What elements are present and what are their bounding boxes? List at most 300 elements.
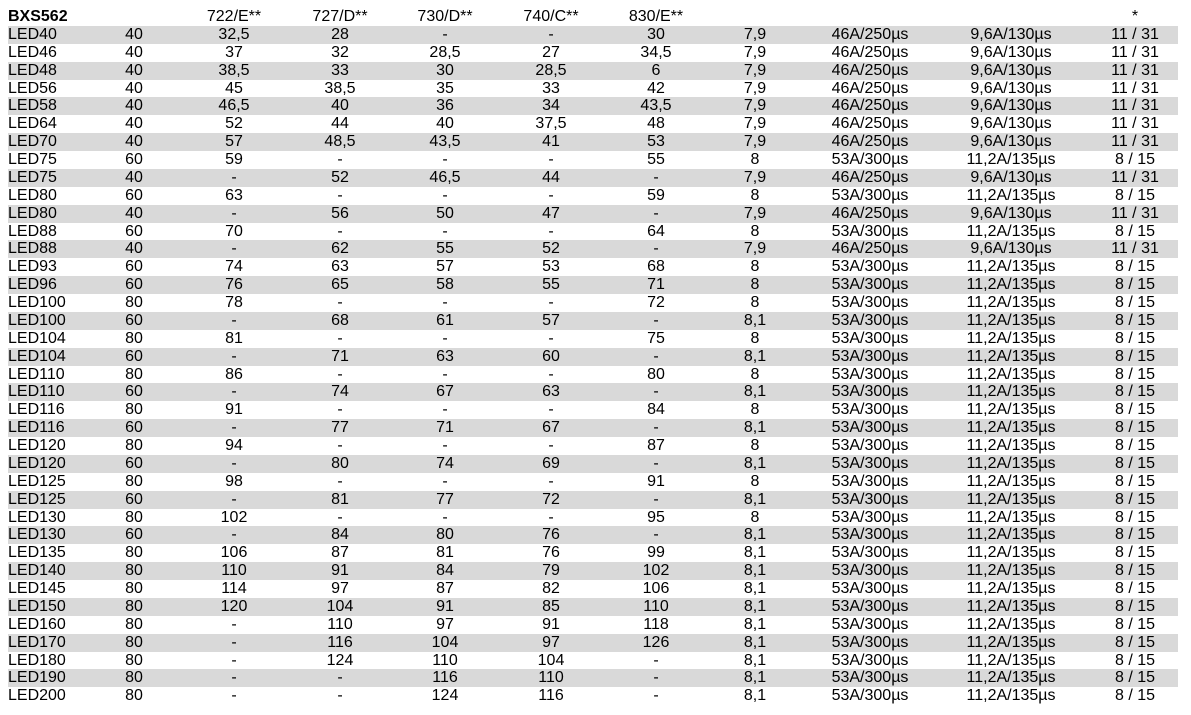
- table-cell: 53A/300µs: [831, 186, 909, 204]
- table-cell: 53A/300µs: [831, 151, 909, 168]
- table-row: [8, 187, 1178, 205]
- table-cell: 8 / 15: [1114, 580, 1156, 597]
- row-label-cell: LED75: [8, 168, 57, 186]
- table-cell: 40: [125, 115, 143, 133]
- table-cell: -: [442, 329, 448, 347]
- table-cell: 94: [225, 437, 243, 454]
- table-cell: 11,2A/135µs: [966, 526, 1056, 544]
- table-row: [8, 312, 1178, 330]
- table-row: [8, 151, 1178, 169]
- table-cell: 9,6A/130µs: [970, 61, 1052, 79]
- table-cell: 8: [750, 472, 760, 490]
- row-label-cell: LED130: [8, 508, 66, 526]
- table-cell: 8 / 15: [1114, 365, 1156, 383]
- table-cell: -: [548, 508, 554, 526]
- row-label-cell: LED125: [8, 490, 66, 508]
- row-label-cell: LED140: [8, 562, 66, 580]
- table-cell: -: [337, 669, 343, 687]
- table-cell: -: [442, 508, 448, 526]
- row-label-cell: LED130: [8, 526, 66, 544]
- table-cell: 104: [537, 651, 565, 669]
- table-row: [8, 455, 1178, 473]
- table-cell: 110: [538, 669, 564, 687]
- table-cell: 43,5: [429, 133, 461, 151]
- header-cell-6: 830/E**: [628, 8, 684, 25]
- header-row: [8, 8, 1178, 26]
- table-row: [8, 62, 1178, 80]
- table-cell: 68: [647, 258, 665, 276]
- table-cell: 8: [750, 508, 760, 526]
- table-cell: 9,6A/130µs: [970, 168, 1052, 186]
- table-cell: 11 / 31: [1111, 133, 1159, 151]
- table-cell: 11,2A/135µs: [966, 311, 1056, 329]
- table-cell: 11,2A/135µs: [966, 222, 1056, 240]
- table-cell: -: [231, 419, 237, 437]
- table-cell: 46A/250µs: [831, 25, 909, 43]
- table-row: [8, 366, 1178, 384]
- table-cell: -: [442, 151, 448, 168]
- table-cell: 8: [750, 401, 760, 419]
- table-cell: 91: [331, 562, 349, 580]
- table-cell: 106: [220, 544, 248, 562]
- table-cell: 37: [225, 43, 243, 61]
- table-cell: 69: [542, 454, 560, 472]
- table-cell: 48,5: [324, 133, 356, 151]
- table-cell: 46A/250µs: [831, 133, 909, 151]
- table-cell: 84: [647, 401, 665, 419]
- row-label-cell: LED110: [8, 365, 65, 383]
- table-cell: 7,9: [743, 25, 767, 43]
- table-row: [8, 509, 1178, 527]
- table-cell: 8,1: [743, 633, 767, 651]
- table-cell: 78: [225, 294, 243, 311]
- row-label-cell: LED64: [8, 115, 57, 133]
- row-label-cell: LED80: [8, 204, 57, 222]
- table-cell: 86: [225, 365, 243, 383]
- table-cell: 76: [542, 526, 560, 544]
- table-cell: 80: [125, 562, 143, 580]
- table-cell: 110: [643, 597, 669, 615]
- led-spec-table: [8, 8, 1178, 705]
- table-cell: 60: [125, 258, 143, 276]
- table-cell: 30: [436, 61, 454, 79]
- table-cell: 9,6A/130µs: [970, 115, 1052, 133]
- table-cell: 11,2A/135µs: [966, 383, 1056, 401]
- header-cell-4: 730/D**: [417, 8, 473, 25]
- table-cell: 11,2A/135µs: [966, 347, 1056, 365]
- table-cell: 53A/300µs: [831, 276, 909, 294]
- row-label-cell: LED100: [8, 311, 66, 329]
- table-cell: 11,2A/135µs: [966, 454, 1056, 472]
- table-cell: -: [548, 401, 554, 419]
- row-label-cell: LED48: [8, 61, 57, 79]
- table-cell: 7,9: [743, 115, 767, 133]
- table-cell: 60: [125, 490, 143, 508]
- table-row: [8, 97, 1178, 115]
- table-cell: 8 / 15: [1114, 508, 1156, 526]
- table-cell: 63: [436, 347, 454, 365]
- table-cell: -: [231, 669, 237, 687]
- table-cell: 8,1: [743, 562, 767, 580]
- table-cell: 33: [542, 79, 560, 97]
- table-cell: 63: [331, 258, 349, 276]
- table-cell: -: [653, 204, 659, 222]
- table-cell: -: [337, 222, 343, 240]
- table-cell: 76: [542, 544, 560, 562]
- table-cell: 8,1: [743, 419, 767, 437]
- table-cell: 8 / 15: [1114, 651, 1156, 669]
- table-cell: 11,2A/135µs: [966, 580, 1056, 597]
- table-cell: 43,5: [640, 97, 672, 115]
- table-row: [8, 205, 1178, 223]
- table-cell: 44: [331, 115, 349, 133]
- table-cell: 63: [542, 383, 560, 401]
- table-cell: 55: [542, 276, 560, 294]
- table-cell: 97: [331, 580, 349, 597]
- table-cell: -: [231, 168, 237, 186]
- table-cell: 40: [125, 79, 143, 97]
- table-row: [8, 44, 1178, 62]
- table-cell: 46A/250µs: [831, 204, 909, 222]
- table-cell: 9,6A/130µs: [970, 25, 1052, 43]
- table-cell: 53A/300µs: [831, 365, 909, 383]
- table-cell: 9,6A/130µs: [970, 43, 1052, 61]
- table-row: [8, 258, 1178, 276]
- table-cell: 116: [327, 633, 353, 651]
- table-cell: 110: [221, 562, 247, 580]
- table-cell: 75: [647, 329, 665, 347]
- table-cell: -: [653, 168, 659, 186]
- table-cell: 104: [431, 633, 459, 651]
- row-label-cell: LED170: [8, 633, 66, 651]
- table-cell: -: [337, 472, 343, 490]
- table-cell: 8,1: [743, 669, 767, 687]
- table-cell: 8,1: [743, 526, 767, 544]
- table-cell: 46,5: [218, 97, 250, 115]
- table-cell: 32: [331, 43, 349, 61]
- table-cell: 11 / 31: [1111, 25, 1159, 43]
- row-label-cell: LED120: [8, 454, 66, 472]
- table-cell: 40: [125, 61, 143, 79]
- row-label-cell: LED96: [8, 276, 57, 294]
- table-cell: 87: [647, 437, 665, 454]
- table-cell: 53: [542, 258, 560, 276]
- table-cell: -: [653, 526, 659, 544]
- table-row: [8, 294, 1178, 312]
- table-cell: 11,2A/135µs: [966, 329, 1056, 347]
- table-cell: 48: [647, 115, 665, 133]
- table-cell: 8 / 15: [1114, 186, 1156, 204]
- table-cell: 60: [125, 526, 143, 544]
- table-cell: 53A/300µs: [831, 437, 909, 454]
- row-label-cell: LED135: [8, 544, 66, 562]
- table-cell: 52: [542, 240, 560, 258]
- table-cell: 11,2A/135µs: [966, 276, 1056, 294]
- table-cell: -: [442, 25, 448, 43]
- table-cell: 50: [436, 204, 454, 222]
- table-cell: 68: [331, 311, 349, 329]
- table-row: [8, 330, 1178, 348]
- row-label-cell: LED116: [8, 401, 65, 419]
- table-body: [8, 26, 1178, 705]
- table-cell: 8: [750, 437, 760, 454]
- table-cell: 35: [436, 79, 454, 97]
- table-cell: -: [548, 222, 554, 240]
- table-cell: 9,6A/130µs: [970, 97, 1052, 115]
- table-cell: 8 / 15: [1114, 222, 1156, 240]
- table-row: [8, 348, 1178, 366]
- table-cell: 87: [331, 544, 349, 562]
- table-cell: 53A/300µs: [831, 633, 909, 651]
- table-cell: 8: [750, 294, 760, 311]
- table-cell: -: [653, 687, 659, 705]
- table-cell: 53A/300µs: [831, 329, 909, 347]
- table-cell: 8 / 15: [1114, 687, 1156, 705]
- table-cell: 59: [647, 186, 665, 204]
- table-cell: 6: [651, 61, 661, 79]
- table-cell: 34: [542, 97, 560, 115]
- table-cell: -: [231, 615, 237, 633]
- table-cell: 11,2A/135µs: [966, 544, 1056, 562]
- table-cell: 53A/300µs: [831, 347, 909, 365]
- table-cell: -: [337, 186, 343, 204]
- table-cell: 8,1: [743, 311, 767, 329]
- table-cell: 11,2A/135µs: [966, 151, 1056, 168]
- table-cell: 11,2A/135µs: [966, 651, 1056, 669]
- table-cell: 40: [125, 25, 143, 43]
- table-cell: 71: [331, 347, 349, 365]
- table-cell: 8 / 15: [1114, 490, 1156, 508]
- table-cell: 9,6A/130µs: [970, 204, 1052, 222]
- table-cell: 58: [436, 276, 454, 294]
- table-cell: -: [548, 151, 554, 168]
- table-cell: 11,2A/135µs: [966, 258, 1056, 276]
- table-row: [8, 634, 1178, 652]
- table-cell: -: [653, 383, 659, 401]
- table-cell: -: [337, 687, 343, 705]
- table-cell: 53A/300µs: [831, 419, 909, 437]
- row-label-cell: LED80: [8, 186, 57, 204]
- table-cell: 80: [125, 365, 143, 383]
- table-cell: 11 / 31: [1111, 61, 1159, 79]
- table-cell: 60: [125, 151, 143, 168]
- table-row: [8, 491, 1178, 509]
- table-cell: 11,2A/135µs: [966, 687, 1056, 705]
- table-cell: 116: [432, 669, 458, 687]
- table-cell: 11,2A/135µs: [966, 401, 1056, 419]
- table-cell: -: [442, 294, 448, 311]
- table-cell: 9,6A/130µs: [970, 79, 1052, 97]
- table-row: [8, 133, 1178, 151]
- table-cell: 11,2A/135µs: [966, 419, 1056, 437]
- table-cell: 40: [436, 115, 454, 133]
- table-row: [8, 240, 1178, 258]
- table-row: [8, 687, 1178, 705]
- table-cell: 46,5: [429, 168, 461, 186]
- table-cell: 8 / 15: [1114, 419, 1156, 437]
- table-cell: 11,2A/135µs: [966, 669, 1056, 687]
- table-cell: -: [442, 222, 448, 240]
- table-cell: -: [653, 651, 659, 669]
- table-cell: 57: [225, 133, 243, 151]
- table-row: [8, 544, 1178, 562]
- table-cell: -: [442, 365, 448, 383]
- table-cell: 104: [326, 597, 354, 615]
- table-cell: 80: [125, 472, 143, 490]
- table-cell: 8: [750, 186, 760, 204]
- table-row: [8, 223, 1178, 241]
- table-cell: -: [337, 294, 343, 311]
- table-cell: 8,1: [743, 347, 767, 365]
- table-cell: 8,1: [743, 651, 767, 669]
- table-cell: 7,9: [743, 133, 767, 151]
- table-cell: 62: [331, 240, 349, 258]
- table-cell: -: [653, 669, 659, 687]
- table-cell: 8 / 15: [1114, 562, 1156, 580]
- row-label-cell: LED40: [8, 25, 57, 43]
- table-cell: 87: [436, 580, 454, 597]
- table-row: [8, 598, 1178, 616]
- table-cell: -: [231, 651, 237, 669]
- table-cell: 98: [225, 472, 243, 490]
- table-cell: 8 / 15: [1114, 401, 1156, 419]
- table-cell: 91: [647, 472, 665, 490]
- table-cell: 118: [643, 615, 669, 633]
- table-cell: 64: [647, 222, 665, 240]
- table-row: [8, 437, 1178, 455]
- table-cell: 71: [647, 276, 665, 294]
- table-cell: 11,2A/135µs: [966, 562, 1056, 580]
- table-cell: 11,2A/135µs: [966, 294, 1056, 311]
- table-cell: 11,2A/135µs: [966, 597, 1056, 615]
- table-cell: -: [548, 294, 554, 311]
- table-cell: 8 / 15: [1114, 347, 1156, 365]
- table-cell: 8: [750, 151, 760, 168]
- table-cell: 84: [331, 526, 349, 544]
- table-cell: 79: [542, 562, 560, 580]
- table-cell: 91: [225, 401, 243, 419]
- table-cell: 40: [125, 204, 143, 222]
- table-cell: 38,5: [324, 79, 356, 97]
- table-cell: 60: [125, 347, 143, 365]
- table-cell: 8 / 15: [1114, 472, 1156, 490]
- table-row: [8, 473, 1178, 491]
- table-cell: 81: [225, 329, 243, 347]
- table-cell: 70: [225, 222, 243, 240]
- table-cell: 91: [542, 615, 560, 633]
- table-cell: 76: [225, 276, 243, 294]
- table-cell: 60: [125, 419, 143, 437]
- table-row: [8, 652, 1178, 670]
- table-cell: 60: [542, 347, 560, 365]
- table-cell: 53A/300µs: [831, 544, 909, 562]
- table-cell: 126: [642, 633, 670, 651]
- table-cell: 91: [436, 597, 454, 615]
- table-cell: 65: [331, 276, 349, 294]
- table-cell: 8 / 15: [1114, 276, 1156, 294]
- table-cell: -: [548, 186, 554, 204]
- table-cell: 11 / 31: [1111, 168, 1159, 186]
- table-cell: -: [653, 347, 659, 365]
- table-cell: 36: [436, 97, 454, 115]
- table-cell: 40: [125, 168, 143, 186]
- table-row: [8, 616, 1178, 634]
- table-cell: 9,6A/130µs: [970, 133, 1052, 151]
- table-row: [8, 526, 1178, 544]
- table-cell: 60: [125, 454, 143, 472]
- row-label-cell: LED125: [8, 472, 66, 490]
- table-cell: 53A/300µs: [831, 508, 909, 526]
- header-cell-10: *: [1131, 8, 1139, 25]
- row-label-cell: LED110: [8, 383, 65, 401]
- row-label-cell: LED93: [8, 258, 57, 276]
- table-cell: 8 / 15: [1114, 258, 1156, 276]
- table-cell: -: [653, 311, 659, 329]
- row-label-cell: LED70: [8, 133, 57, 151]
- table-cell: 61: [436, 311, 454, 329]
- table-cell: 99: [647, 544, 665, 562]
- table-cell: 53: [647, 133, 665, 151]
- row-label-cell: LED120: [8, 437, 66, 454]
- table-cell: 11,2A/135µs: [966, 615, 1056, 633]
- table-cell: 82: [542, 580, 560, 597]
- table-cell: 80: [125, 597, 143, 615]
- table-cell: 8,1: [743, 544, 767, 562]
- table-cell: 53A/300µs: [831, 490, 909, 508]
- table-cell: 8: [750, 365, 760, 383]
- table-cell: 8,1: [743, 490, 767, 508]
- table-cell: -: [231, 347, 237, 365]
- table-cell: 84: [436, 562, 454, 580]
- table-cell: 124: [326, 651, 354, 669]
- table-row: [8, 276, 1178, 294]
- table-cell: 7,9: [743, 43, 767, 61]
- table-cell: 53A/300µs: [831, 597, 909, 615]
- table-cell: 53A/300µs: [831, 258, 909, 276]
- row-label-cell: LED46: [8, 43, 57, 61]
- table-cell: 77: [331, 419, 349, 437]
- table-row: [8, 419, 1178, 437]
- table-cell: 74: [331, 383, 349, 401]
- table-cell: 8: [750, 276, 760, 294]
- table-row: [8, 383, 1178, 401]
- table-cell: 8: [750, 329, 760, 347]
- table-cell: 71: [436, 419, 454, 437]
- table-cell: 53A/300µs: [831, 526, 909, 544]
- table-cell: -: [548, 472, 554, 490]
- table-cell: 33: [331, 61, 349, 79]
- table-cell: 42: [647, 79, 665, 97]
- table-cell: -: [231, 204, 237, 222]
- table-cell: -: [337, 329, 343, 347]
- row-label-cell: LED104: [8, 329, 66, 347]
- table-cell: 47: [542, 204, 560, 222]
- row-label-cell: LED160: [8, 615, 66, 633]
- table-cell: 8 / 15: [1114, 437, 1156, 454]
- table-cell: 8 / 15: [1114, 597, 1156, 615]
- table-cell: 8 / 15: [1114, 311, 1156, 329]
- table-cell: 52: [331, 168, 349, 186]
- table-cell: 44: [542, 168, 560, 186]
- table-cell: 8: [750, 222, 760, 240]
- table-cell: 59: [225, 151, 243, 168]
- table-cell: 7,9: [743, 240, 767, 258]
- table-cell: 53A/300µs: [831, 651, 909, 669]
- table-cell: 57: [542, 311, 560, 329]
- table-cell: 40: [331, 97, 349, 115]
- table-cell: -: [231, 311, 237, 329]
- table-cell: 8,1: [743, 383, 767, 401]
